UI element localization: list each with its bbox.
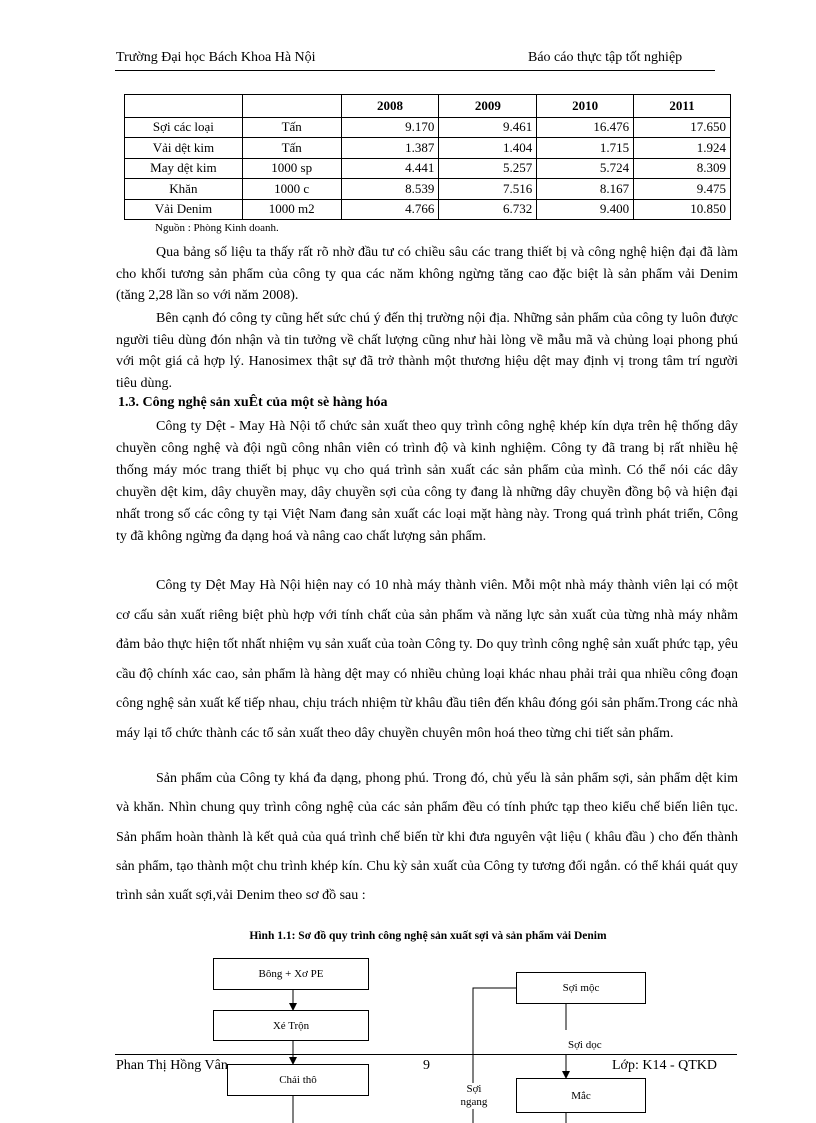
table-cell: 1.404 <box>439 138 537 159</box>
paragraph-5: Sản phẩm của Công ty khá đa dạng, phong phú. Trong đó, chủ yếu là sản phẩm sợi, sản phẩm dệt kim và khăn. Nhìn chung quy trình công nghệ của các sản phẩm đều có tính phức tạp theo kiểu chế biến liên tục. Sản phẩm hoàn thành là kết quả của quá trình chế biến từ khi đưa nguyên vật liệu ( khâu đầu ) cho đến thành sản phẩm, tạo thành một chu trình khép kín. Chu kỳ sản xuất của Công ty tương đối ngắn. có thể khái quát quy trình sản xuất sợi,vải Denim theo sơ đồ sau : <box>116 771 738 904</box>
table-cell: 1000 sp <box>242 158 341 179</box>
table-cell: 10.850 <box>634 199 731 220</box>
table-cell: 16.476 <box>537 117 634 138</box>
table-cell: Tấn <box>242 117 341 138</box>
table-cell: 9.461 <box>439 117 537 138</box>
paragraph-4: Công ty Dệt May Hà Nội hiện nay có 10 nhà máy thành viên. Mỗi một nhà máy thành viên lại có một cơ cấu sản xuất riêng biệt phù hợp với tính chất của sản phẩm và năng lực sản xuất của từng nhà máy nhằm đảm bảo thực hiện tốt nhất nhiệm vụ sản xuất của toàn Công ty. Do quy trình công nghệ sản xuất phức tạp, yêu cầu độ chính xác cao, sản phẩm là hàng dệt may có nhiều chủng loại khác nhau phải trải qua nhiều công đoạn công nghệ sản xuất kế tiếp nhau, chịu trách nhiệm từ khâu đầu tiên đến khâu đóng gói sản phẩm.Trong các nhà máy lại tổ chức thành các tổ sản xuất theo dây chuyền chuyên môn hoá theo từng chi tiết sản phẩm. <box>116 578 738 741</box>
table-cell: 8.539 <box>341 179 439 200</box>
footer-divider <box>115 1054 737 1055</box>
table-cell: 4.441 <box>341 158 439 179</box>
table-cell: Sợi các loại <box>125 117 243 138</box>
table-cell: Khăn <box>125 179 243 200</box>
table-cell: 1.924 <box>634 138 731 159</box>
table-cell: 1.387 <box>341 138 439 159</box>
page-number: 9 <box>423 1058 430 1073</box>
table-header-cell: 2010 <box>537 95 634 118</box>
table-cell: 17.650 <box>634 117 731 138</box>
table-source: Nguồn : Phòng Kinh doanh. <box>155 222 279 234</box>
section-heading: 1.3. Công nghệ sản xuÊt của một sè hàng hóa <box>118 395 388 410</box>
box-xe-tron: Xé Trộn <box>213 1010 369 1041</box>
table-header-cell: 2009 <box>439 95 537 118</box>
table-header-cell: 2011 <box>634 95 731 118</box>
box-bong-xo: Bông + Xơ PE <box>213 958 369 990</box>
figure-title: Hình 1.1: Sơ đồ quy trình công nghệ sản xuất sợi và sản phẩm vải Denim <box>249 930 607 942</box>
table-cell: 7.516 <box>439 179 537 200</box>
table-cell: 1000 c <box>242 179 341 200</box>
table-cell: 9.400 <box>537 199 634 220</box>
table-cell: 9.170 <box>341 117 439 138</box>
table-cell: Tấn <box>242 138 341 159</box>
footer-author: Phan Thị Hồng Vân <box>116 1058 228 1073</box>
box-soi-moc: Sợi mộc <box>516 972 646 1004</box>
table-cell: 8.309 <box>634 158 731 179</box>
table-cell: 6.732 <box>439 199 537 220</box>
table-cell: 8.167 <box>537 179 634 200</box>
table-cell: Vải dệt kim <box>125 138 243 159</box>
table-cell: 5.724 <box>537 158 634 179</box>
label-soi-doc: Sợi dọc <box>568 1039 602 1051</box>
table-cell: Vải Denim <box>125 199 243 220</box>
table-cell: May dệt kim <box>125 158 243 179</box>
table-cell: 1.715 <box>537 138 634 159</box>
box-chai-tho: Chải thô <box>227 1064 369 1096</box>
box-mac: Mắc <box>516 1078 646 1113</box>
header-right: Báo cáo thực tập tốt nghiệp <box>528 50 683 65</box>
paragraph-1: Qua bảng số liệu ta thấy rất rõ nhờ đầu tư có chiều sâu các trang thiết bị và công nghệ hiện đại đã làm cho khối tương sản phẩm của công ty qua các năm không ngừng tăng cao đặc biệt là sản phẩm vải Denim (tăng 2,28 lần so với năm 2008). <box>116 245 738 304</box>
table-header-cell: 2008 <box>341 95 439 118</box>
table-cell: 5.257 <box>439 158 537 179</box>
table-cell: 4.766 <box>341 199 439 220</box>
paragraph-3: Công ty Dệt - May Hà Nội tổ chức sản xuất theo quy trình công nghệ khép kín dựa trên hệ thống dây chuyền công nghệ và đội ngũ công nhân viên có trình độ và kinh nghiệm. Công ty đã trang bị rất nhiều hệ thống máy móc trang thiết bị phục vụ cho quá trình sản xuất các sản phẩm của mình. Có thể nói các dây chuyền dệt kim, dây chuyền may, dây chuyền sợi của công ty đang là những dây chuyền đồng bộ và hiện đại nhất trong số các công ty tại Việt Nam đang sản xuất các loại mặt hàng này. Trong quá trình phát triển, Công ty đã không ngừng đa dạng hoá và nâng cao chất lượng sản phẩm. <box>116 419 738 544</box>
footer-class: Lớp: K14 - QTKD <box>612 1058 717 1073</box>
label-soi-ngang: Sợi ngang <box>452 1083 496 1109</box>
header-left: Trường Đại học Bách Khoa Hà Nội <box>116 50 316 65</box>
paragraph-2: Bên cạnh đó công ty cũng hết sức chú ý đến thị trường nội địa. Những sản phẩm của công ty luôn được người tiêu dùng đón nhận và tin tưởng về chất lượng cũng như hài lòng về mẫu mã và chủng loại phong phú với một giá cả hợp lý. Hanosimex thật sự đã trở thành một thương hiệu dệt may định vị trong tâm trí người tiêu dùng. <box>116 311 738 392</box>
table-cell: 9.475 <box>634 179 731 200</box>
table-cell: 1000 m2 <box>242 199 341 220</box>
